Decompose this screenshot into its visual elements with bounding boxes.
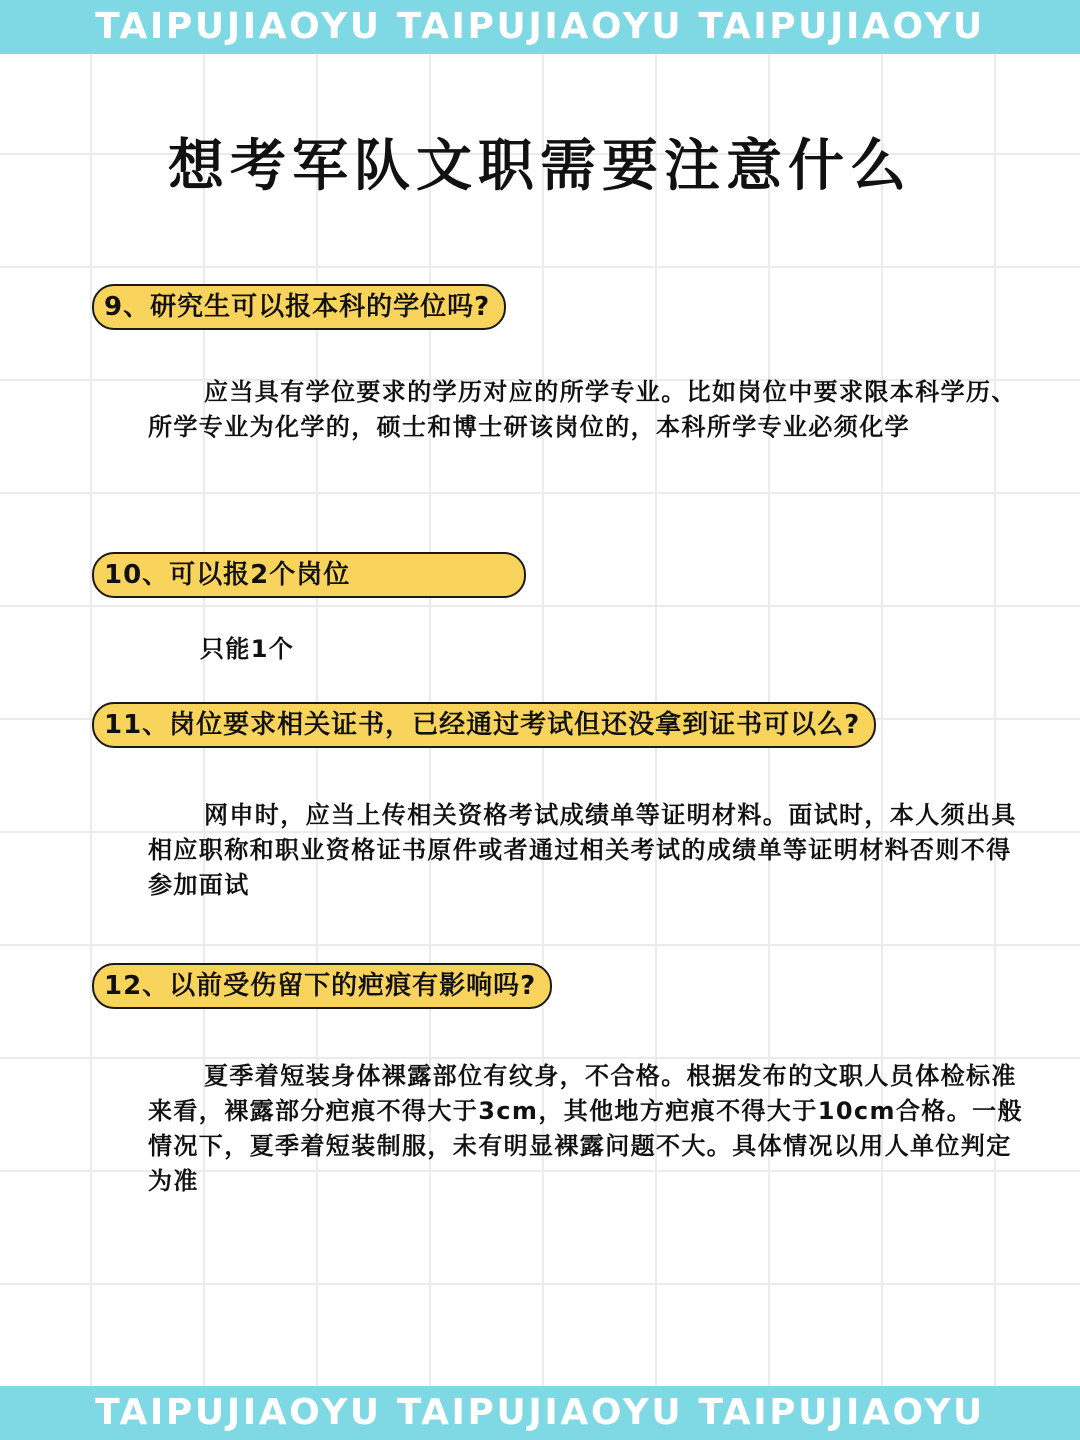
question-9-label: 9、研究生可以报本科的学位吗?: [92, 284, 506, 330]
answer-10-text: 只能1个: [200, 635, 295, 663]
question-12-label: 12、以前受伤留下的疤痕有影响吗?: [92, 963, 552, 1009]
bottom-banner: TAIPUJIAOYU TAIPUJIAOYU TAIPUJIAOYU: [0, 1386, 1080, 1440]
page-title: 想考军队文职需要注意什么: [168, 134, 912, 199]
answer-11-text: 网申时，应当上传相关资格考试成绩单等证明材料。面试时，本人须出具相应职称和职业资格证书原件或者通过相关考试的成绩单等证明材料否则不得参加面试: [148, 801, 1017, 899]
question-10-label: 10、可以报2个岗位: [92, 552, 526, 598]
question-11-label: 11、岗位要求相关证书，已经通过考试但还没拿到证书可以么?: [92, 702, 876, 748]
answer-9-text: 应当具有学位要求的学历对应的所学专业。比如岗位中要求限本科学历、所学专业为化学的，硕士和博士研该岗位的，本科所学专业必须化学: [148, 378, 1017, 441]
answer-12-text: 夏季着短装身体裸露部位有纹身，不合格。根据发布的文职人员体检标准来看，裸露部分疤痕不得大于3cm，其他地方疤痕不得大于10cm合格。一般情况下，夏季着短装制服，未有明显裸露问题不大。具体情况以用人单位判定为准: [148, 1062, 1023, 1195]
top-banner: TAIPUJIAOYU TAIPUJIAOYU TAIPUJIAOYU: [0, 0, 1080, 54]
